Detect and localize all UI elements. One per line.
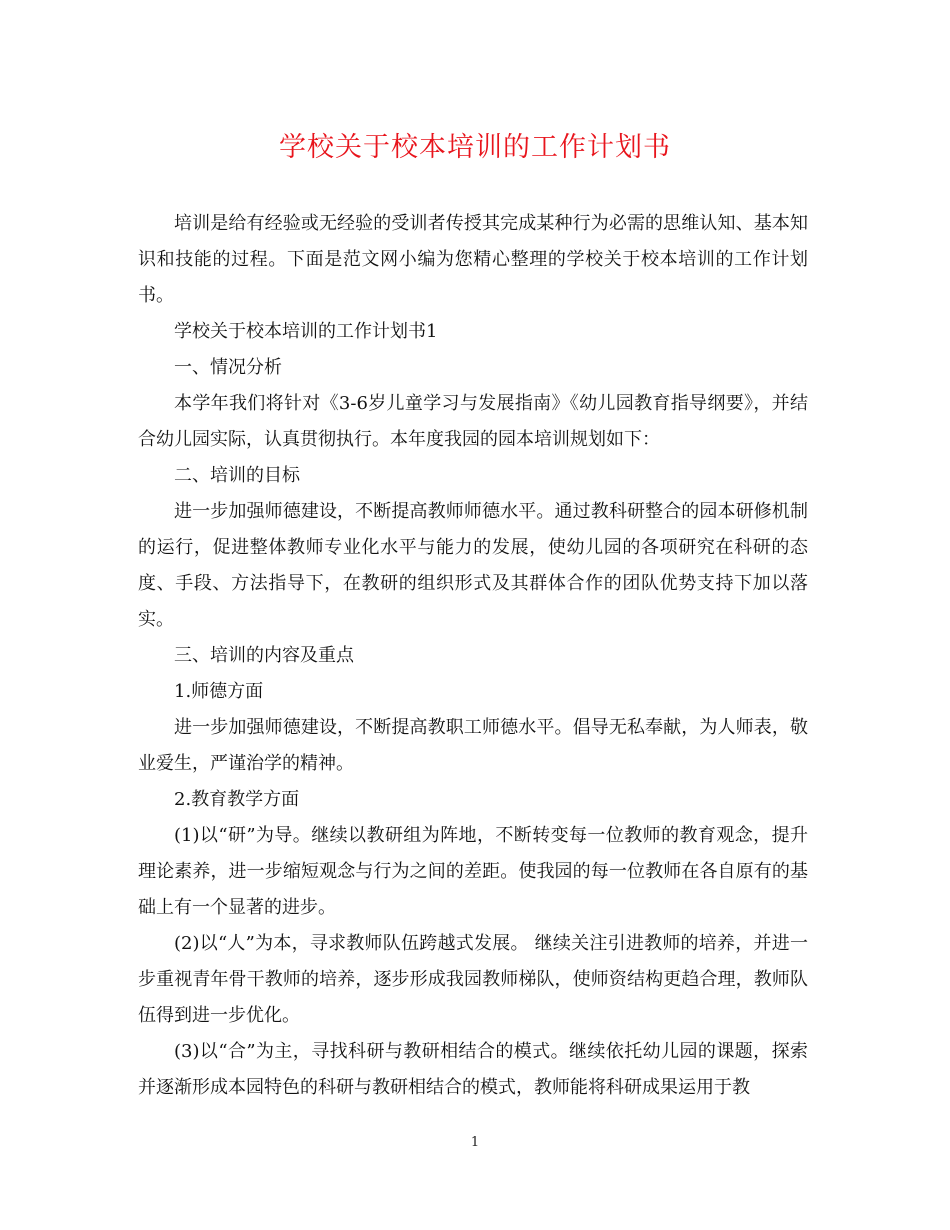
subheading-teaching: 2.教育教学方面 [174, 789, 300, 810]
section-heading-analysis: 一、情况分析 [174, 357, 282, 378]
paragraph-ethics: 进一步加强师德建设，不断提高教职工师德水平。倡导无私奉献，为人师表，敬业爱生，严谨治学的精神。 [138, 717, 808, 774]
paragraph-analysis: 本学年我们将针对《3-6岁儿童学习与发展指南》《幼儿园教育指导纲要》，并结合幼儿园实际，认真贯彻执行。本年度我园的园本培训规划如下： [138, 393, 808, 450]
paragraph-combination: (3)以“合”为主，寻找科研与教研相结合的模式。继续依托幼儿园的课题，探索并逐渐形成本园特色的科研与教研相结合的模式，教师能将科研成果运用于教 [138, 1041, 808, 1098]
paragraph-research: (1)以“研”为导。继续以教研组为阵地，不断转变每一位教师的教育观念，提升理论素养，进一步缩短观念与行为之间的差距。使我园的每一位教师在各自原有的基础上有一个显著的进步。 [138, 825, 808, 918]
document-title: 学校关于校本培训的工作计划书 [279, 132, 671, 163]
paragraph-subtitle: 学校关于校本培训的工作计划书1 [174, 321, 438, 342]
subheading-ethics: 1.师德方面 [174, 681, 264, 702]
document-body [138, 206, 808, 1106]
page-number: 1 [470, 1135, 480, 1150]
paragraph-people: (2)以“人”为本，寻求教师队伍跨越式发展。 继续关注引进教师的培养，并进一步重视青年骨干教师的培养，逐步形成我园教师梯队，使师资结构更趋合理，教师队伍得到进一步优化。 [138, 933, 808, 1026]
paragraph-goals: 进一步加强师德建设，不断提高教师师德水平。通过教科研整合的园本研修机制的运行，促进整体教师专业化水平与能力的发展，使幼儿园的各项研究在科研的态度、手段、方法指导下，在教研的组织形式及其群体合作的团队优势支持下加以落实。 [138, 501, 808, 630]
section-heading-goals: 二、培训的目标 [174, 465, 300, 486]
paragraph-intro: 培训是给有经验或无经验的受训者传授其完成某种行为必需的思维认知、基本知识和技能的过程。下面是范文网小编为您精心整理的学校关于校本培训的工作计划书。 [138, 213, 808, 306]
section-heading-content: 三、培训的内容及重点 [174, 645, 354, 666]
